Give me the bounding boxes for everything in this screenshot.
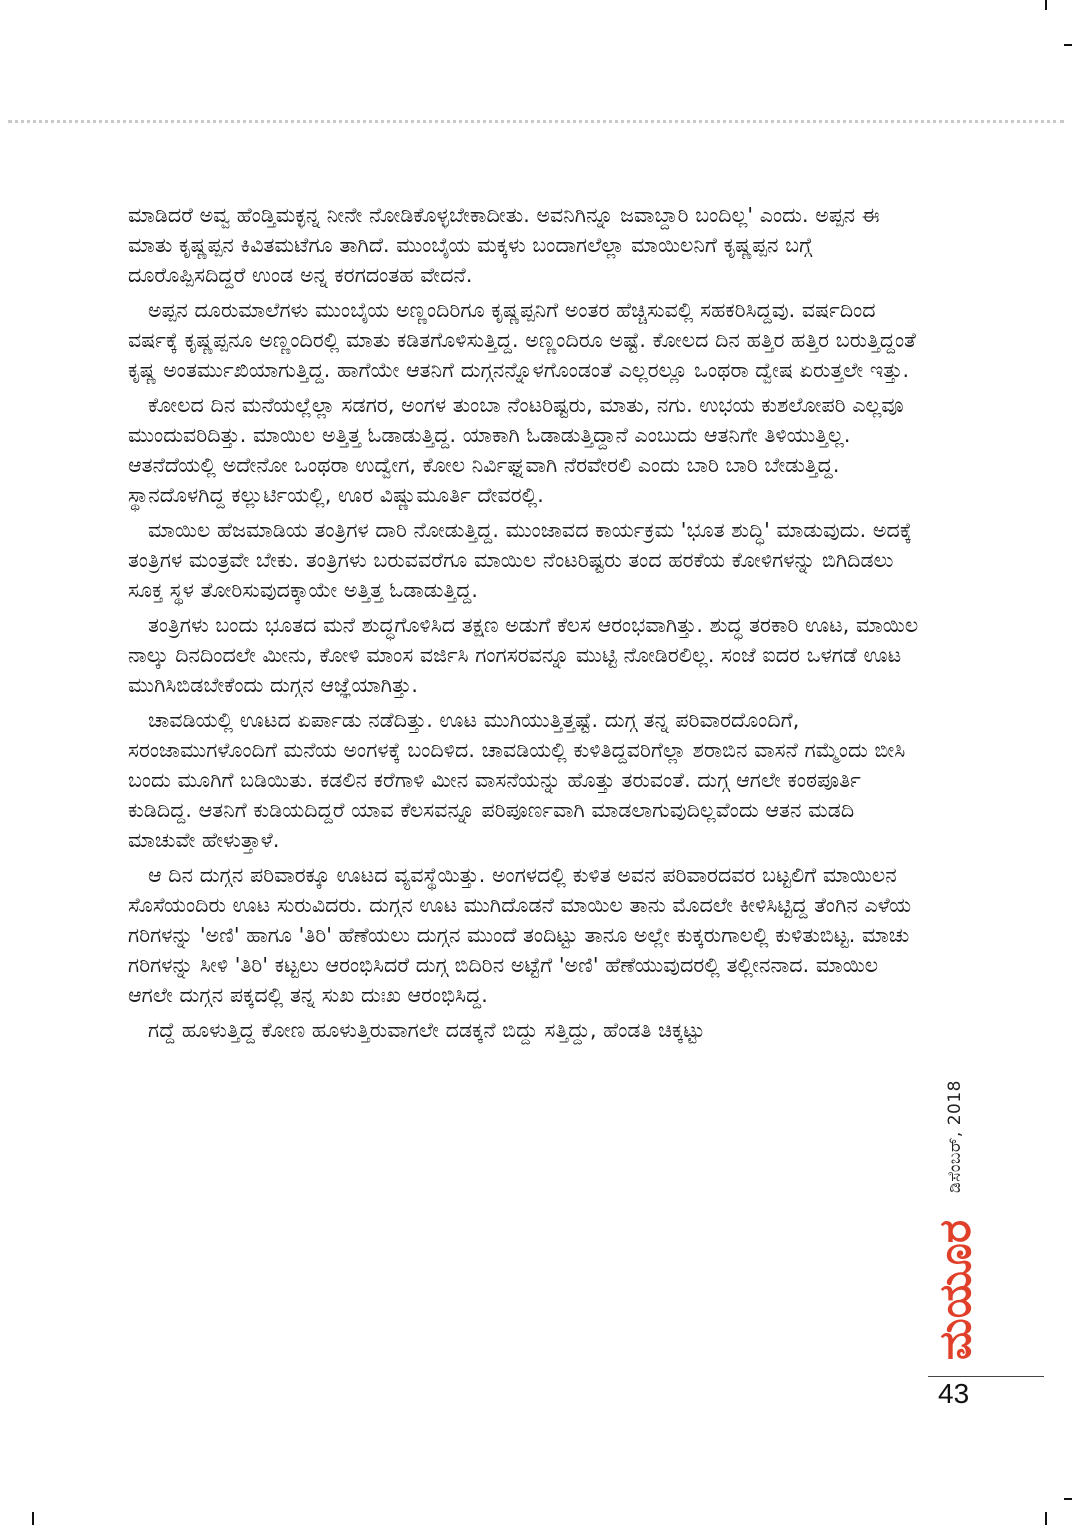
page-number: 43	[938, 1378, 970, 1409]
paragraph: ಕೋಲದ ದಿನ ಮನೆಯಲ್ಲೆಲ್ಲಾ ಸಡಗರ, ಅಂಗಳ ತುಂಬಾ ನೆಂಟರಿಷ್ಟರು, ಮಾತು, ನಗು. ಉಭಯ ಕುಶಲೋಪರಿ ಎಲ್ಲವೂ ಮುಂದುವರಿದಿತ್ತು. ಮಾಯಿಲ ಅತ್ತಿತ್ತ ಓಡಾಡುತ್ತಿದ್ದ. ಯಾಕಾಗಿ ಓಡಾಡುತ್ತಿದ್ದಾನೆ ಎಂಬುದು ಆತನಿಗೇ ತಿಳಿಯುತ್ತಿಲ್ಲ. ಆತನೆದೆಯಲ್ಲಿ ಅದೇನೋ ಒಂಥರಾ ಉದ್ವೇಗ, ಕೋಲ ನಿರ್ವಿಘ್ನವಾಗಿ ನೆರವೇರಲಿ ಎಂದು ಬಾರಿ ಬಾರಿ ಬೇಡುತ್ತಿದ್ದ. ಸ್ಥಾನದೊಳಗಿದ್ದ ಕಲ್ಲುರ್ಟಿಯಲ್ಲಿ, ಊರ ವಿಷ್ಣುಮೂರ್ತಿ ದೇವರಲ್ಲಿ.	[128, 393, 904, 507]
paragraph: ತಂತ್ರಿಗಳು ಬಂದು ಭೂತದ ಮನೆ ಶುದ್ಧಗೊಳಿಸಿದ ತಕ್ಷಣ ಅಡುಗೆ ಕೆಲಸ ಆರಂಭವಾಗಿತ್ತು. ಶುದ್ಧ ತರಕಾರಿ ಊಟ, ಮಾಯಿಲ ನಾಲ್ಕು ದಿನದಿಂದಲೇ ಮೀನು, ಕೋಳಿ ಮಾಂಸ ವರ್ಜಿಸಿ ಗಂಗಸರವನ್ನೂ ಮುಟ್ಟಿ ನೋಡಿರಲಿಲ್ಲ. ಸಂಜೆ ಐದರ ಒಳಗಡೆ ಊಟ ಮುಗಿಸಿಬಿಡಬೇಕೆಂದು ದುಗ್ಗನ ಆಜ್ಞೆಯಾಗಿತ್ತು.	[128, 613, 919, 697]
article-body	[128, 200, 928, 1050]
crop-mark-bottom-left	[32, 1512, 34, 1525]
paragraph: ಆ ದಿನ ದುಗ್ಗನ ಪರಿವಾರಕ್ಕೂ ಊಟದ ವ್ಯವಸ್ಥೆಯಿತ್ತು. ಅಂಗಳದಲ್ಲಿ ಕುಳಿತ ಅವನ ಪರಿವಾರದವರ ಬಟ್ಟಲಿಗೆ ಮಾಯಿಲನ ಸೊಸೆಯಂದಿರು ಊಟ ಸುರುವಿದರು. ದುಗ್ಗನ ಊಟ ಮುಗಿದೊಡನೆ ಮಾಯಿಲ ತಾನು ಮೊದಲೇ ಕೀಳಿಸಿಟ್ಟಿದ್ದ ತೆಂಗಿನ ಎಳೆಯ ಗರಿಗಳನ್ನು 'ಅಣಿ' ಹಾಗೂ 'ತಿರಿ' ಹೆಣೆಯಲು ದುಗ್ಗನ ಮುಂದೆ ತಂದಿಟ್ಟು ತಾನೂ ಅಲ್ಲೇ ಕುಕ್ಕರುಗಾಲಲ್ಲಿ ಕುಳಿತುಬಿಟ್ಟ. ಮಾಚು ಗರಿಗಳನ್ನು ಸೀಳಿ 'ತಿರಿ' ಕಟ್ಟಲು ಆರಂಭಿಸಿದರೆ ದುಗ್ಗ ಬಿದಿರಿನ ಅಟ್ಟೆಗೆ 'ಅಣಿ' ಹೆಣೆಯುವುದರಲ್ಲಿ ತಲ್ಲೀನನಾದ. ಮಾಯಿಲ ಆಗಲೇ ದುಗ್ಗನ ಪಕ್ಕದಲ್ಲಿ ತನ್ನ ಸುಖ ದುಃಖ ಆರಂಭಿಸಿದ್ದ.	[128, 863, 912, 1007]
paragraph: ಅಪ್ಪನ ದೂರುಮಾಲೆಗಳು ಮುಂಬೈಯ ಅಣ್ಣಂದಿರಿಗೂ ಕೃಷ್ಣಪ್ಪನಿಗೆ ಅಂತರ ಹೆಚ್ಚಿಸುವಲ್ಲಿ ಸಹಕರಿಸಿದ್ದವು. ವರ್ಷದಿಂದ ವರ್ಷಕ್ಕೆ ಕೃಷ್ಣಪ್ಪನೂ ಅಣ್ಣಂದಿರಲ್ಲಿ ಮಾತು ಕಡಿತಗೊಳಿಸುತ್ತಿದ್ದ. ಅಣ್ಣಂದಿರೂ ಅಷ್ಟೆ. ಕೋಲದ ದಿನ ಹತ್ತಿರ ಹತ್ತಿರ ಬರುತ್ತಿದ್ದಂತೆ ಕೃಷ್ಣ ಅಂತರ್ಮುಖಿಯಾಗುತ್ತಿದ್ದ. ಹಾಗೆಯೇ ಆತನಿಗೆ ದುಗ್ಗನನ್ನೊಳಗೊಂಡಂತೆ ಎಲ್ಲರಲ್ಲೂ ಒಂಥರಾ ದ್ವೇಷ ಏರುತ್ತಲೇ ಇತ್ತು.	[128, 298, 916, 382]
crop-mark-right-upper	[1064, 44, 1072, 46]
crop-mark-top-right	[1045, 0, 1047, 10]
page-number-rule	[928, 1376, 1044, 1377]
paragraph: ಮಾಯಿಲ ಹೆಜಮಾಡಿಯ ತಂತ್ರಿಗಳ ದಾರಿ ನೋಡುತ್ತಿದ್ದ. ಮುಂಜಾವದ ಕಾರ್ಯಕ್ರಮ 'ಭೂತ ಶುದ್ಧಿ' ಮಾಡುವುದು. ಅದಕ್ಕೆ ತಂತ್ರಿಗಳ ಮಂತ್ರವೇ ಬೇಕು. ತಂತ್ರಿಗಳು ಬರುವವರೆಗೂ ಮಾಯಿಲ ನೆಂಟರಿಷ್ಟರು ತಂದ ಹರಕೆಯ ಕೋಳಿಗಳನ್ನು ಬಿಗಿದಿಡಲು ಸೂಕ್ತ ಸ್ಥಳ ತೋರಿಸುವುದಕ್ಕಾಯೇ ಅತ್ತಿತ್ತ ಓಡಾಡುತ್ತಿದ್ದ.	[128, 518, 912, 602]
magazine-logo	[928, 1210, 988, 1370]
magazine-logo-text: ಮಯೂರ	[930, 1219, 981, 1361]
paragraph: ಚಾವಡಿಯಲ್ಲಿ ಊಟದ ಏರ್ಪಾಡು ನಡೆದಿತ್ತು. ಊಟ ಮುಗಿಯುತ್ತಿತ್ತಷ್ಟೆ. ದುಗ್ಗ ತನ್ನ ಪರಿವಾರದೊಂದಿಗೆ, ಸರಂಜಾಮುಗಳೊಂದಿಗೆ ಮನೆಯ ಅಂಗಳಕ್ಕೆ ಬಂದಿಳಿದ. ಚಾವಡಿಯಲ್ಲಿ ಕುಳಿತಿದ್ದವರಿಗೆಲ್ಲಾ ಶರಾಬಿನ ವಾಸನೆ ಗಮ್ಮೆಂದು ಬೀಸಿ ಬಂದು ಮೂಗಿಗೆ ಬಡಿಯಿತು. ಕಡಲಿನ ಕರೆಗಾಳಿ ಮೀನ ವಾಸನೆಯನ್ನು ಹೊತ್ತು ತರುವಂತೆ. ದುಗ್ಗ ಆಗಲೇ ಕಂಠಪೂರ್ತಿ ಕುಡಿದಿದ್ದ. ಆತನಿಗೆ ಕುಡಿಯದಿದ್ದರೆ ಯಾವ ಕೆಲಸವನ್ನೂ ಪರಿಪೂರ್ಣವಾಗಿ ಮಾಡಲಾಗುವುದಿಲ್ಲವೆಂದು ಆತನ ಮಡದಿ ಮಾಚುವೇ ಹೇಳುತ್ತಾಳೆ.	[128, 708, 906, 852]
paragraph: ಗದ್ದೆ ಹೂಳುತ್ತಿದ್ದ ಕೋಣ ಹೂಳುತ್ತಿರುವಾಗಲೇ ದಡಕ್ಕನೆ ಬಿದ್ದು ಸತ್ತಿದ್ದು, ಹೆಂಡತಿ ಚಿಕ್ಕಟ್ಟು	[148, 1018, 705, 1042]
crop-mark-bottom-right	[1045, 1512, 1047, 1525]
crop-mark-right-lower	[1064, 1498, 1072, 1500]
header-dotted-rule	[8, 120, 1064, 123]
paragraph: ಮಾಡಿದರೆ ಅವ್ವ ಹೆಂಡ್ತಿಮಕ್ಳನ್ನ ನೀನೇ ನೋಡಿಕೊಳ್ಳಬೇಕಾದೀತು. ಅವನಿಗಿನ್ನೂ ಜವಾಬ್ದಾರಿ ಬಂದಿಲ್ಲ' ಎಂದು. ಅಪ್ಪನ ಈ ಮಾತು ಕೃಷ್ಣಪ್ಪನ ಕಿವಿತಮಟೆಗೂ ತಾಗಿದೆ. ಮುಂಬೈಯ ಮಕ್ಕಳು ಬಂದಾಗಲೆಲ್ಲಾ ಮಾಯಿಲನಿಗೆ ಕೃಷ್ಣಪ್ಪನ ಬಗ್ಗೆ ದೂರೊಪ್ಪಿಸದಿದ್ದರೆ ಉಂಡ ಅನ್ನ ಕರಗದಂತಹ ವೇದನೆ.	[128, 203, 880, 287]
issue-date: ಡಿಸೆಂಬರ್, 2018	[945, 1080, 965, 1194]
